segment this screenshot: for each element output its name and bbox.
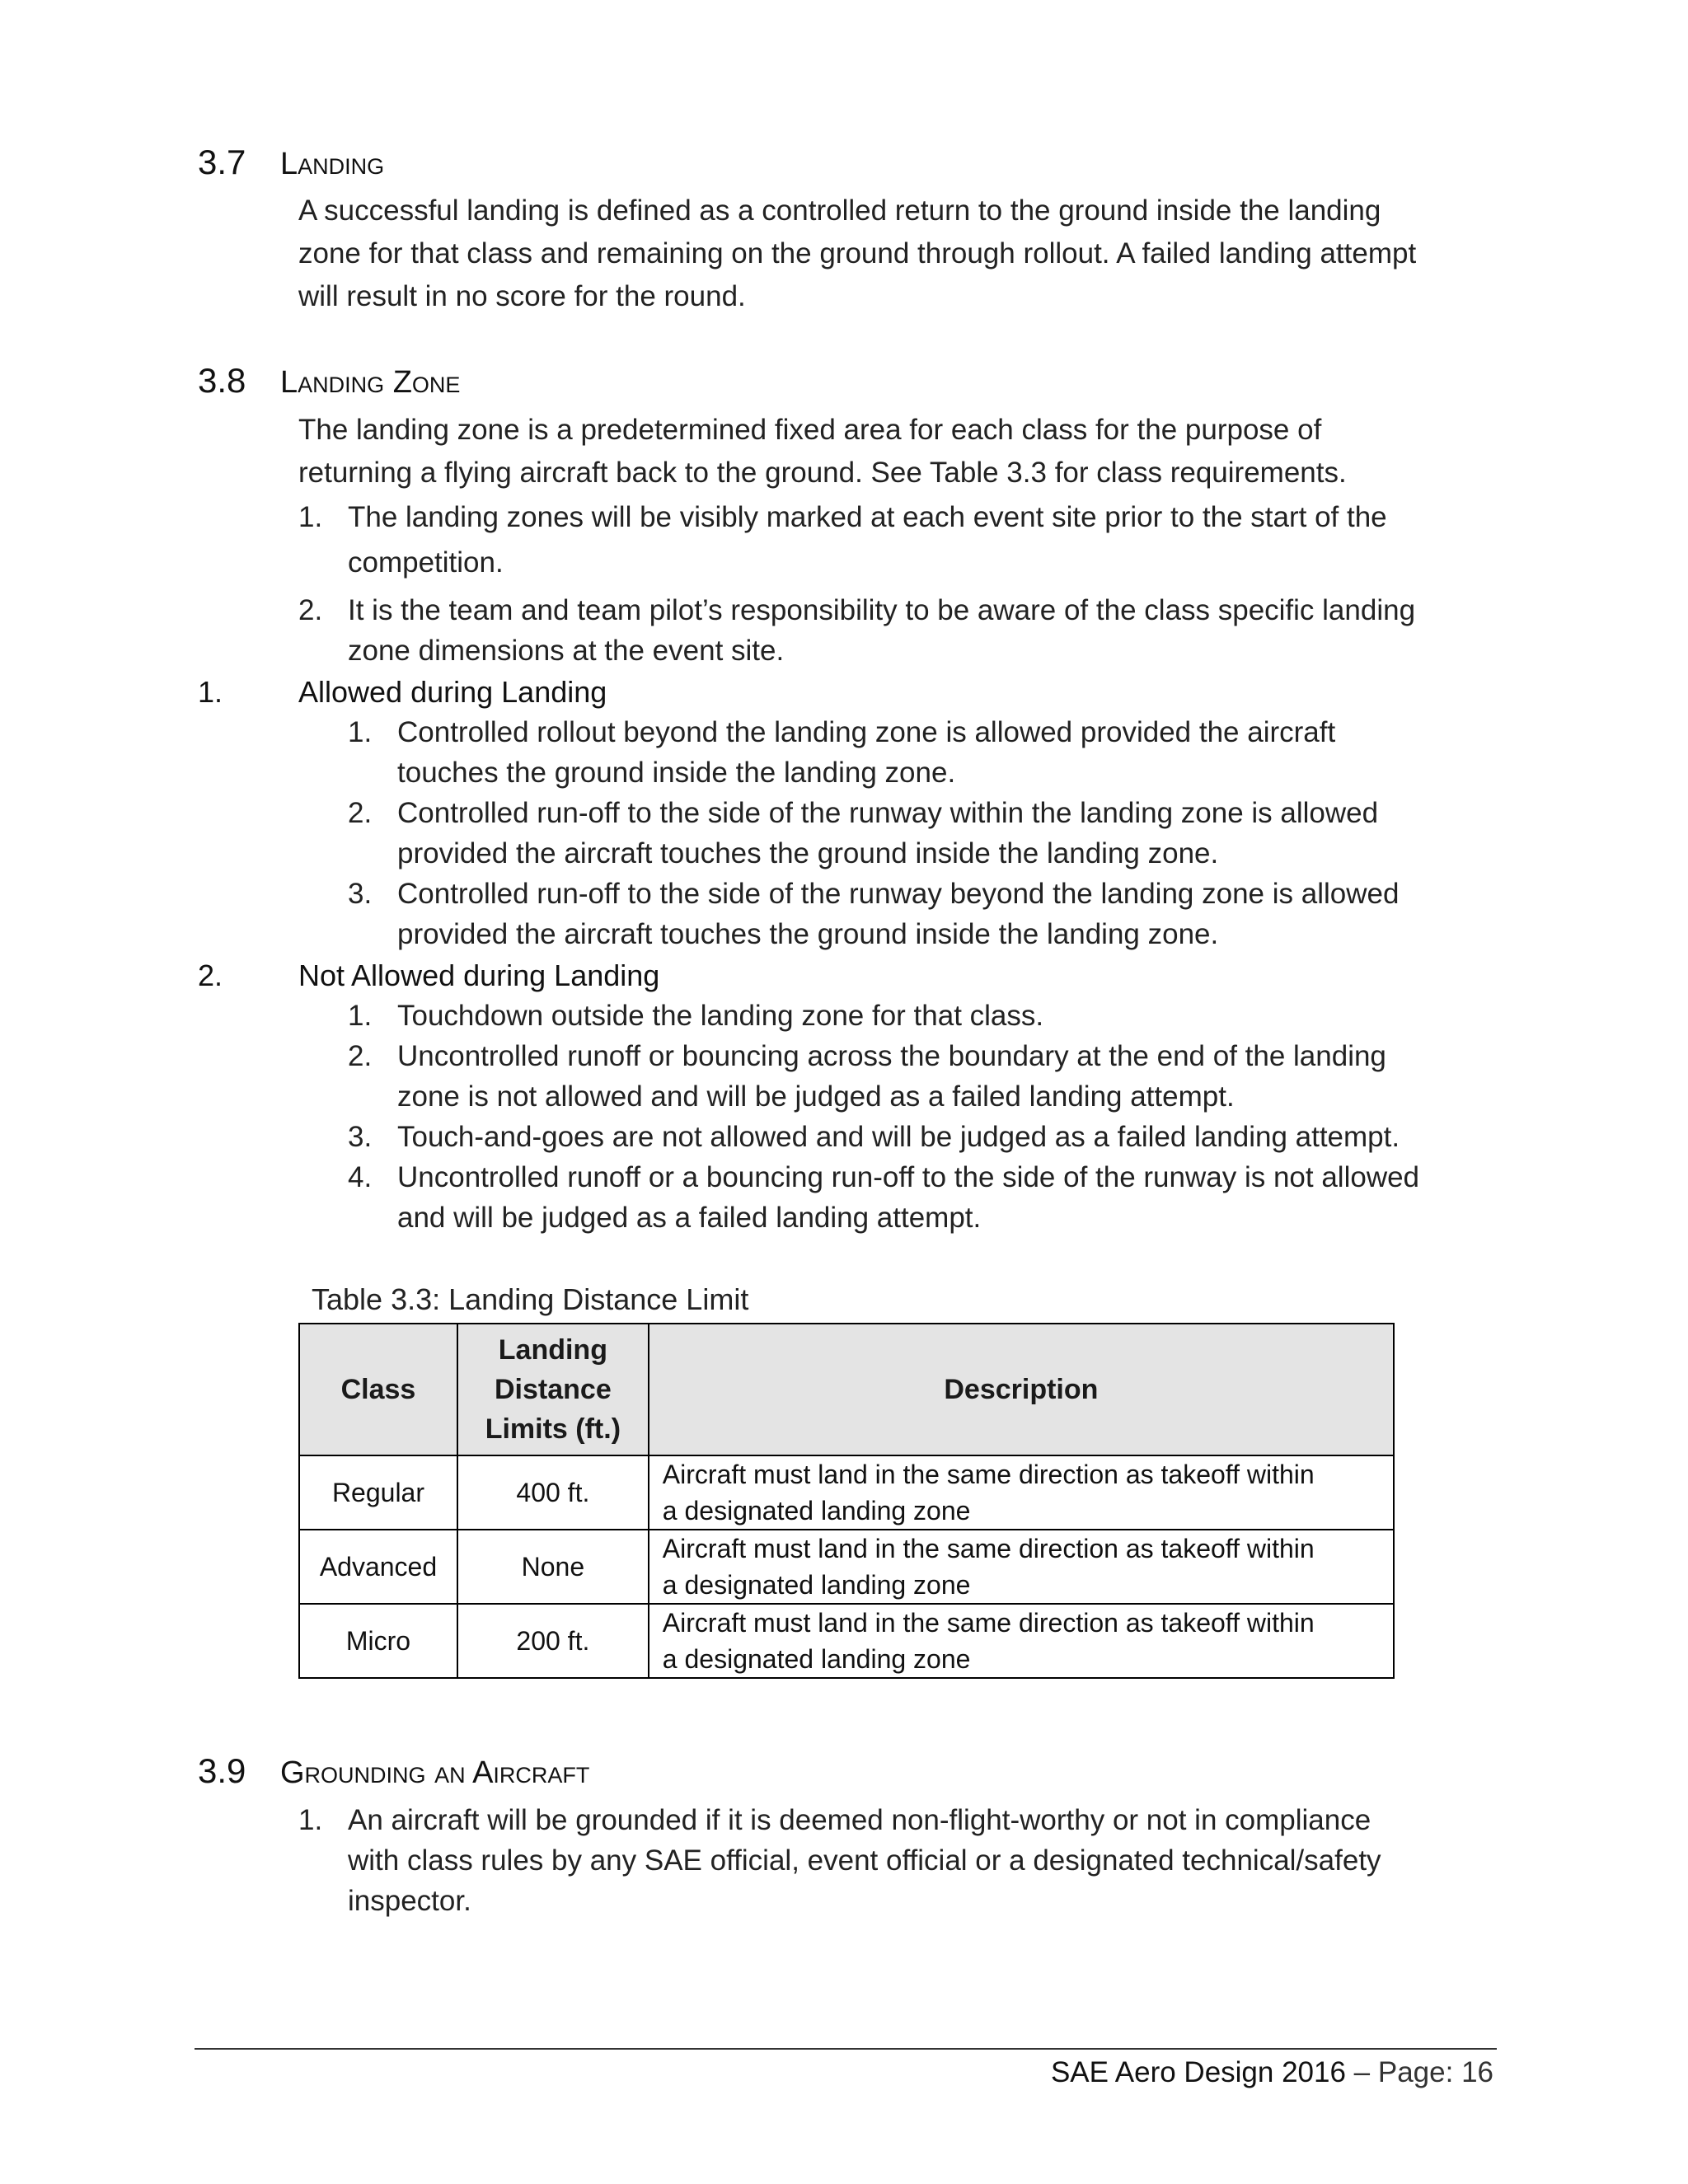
header-class: Class (299, 1324, 457, 1455)
table-row (299, 1530, 1394, 1604)
list-item-line: competition. (348, 546, 504, 579)
header-description: Description (649, 1324, 1394, 1455)
footer-document-title: SAE Aero Design 2016 (1050, 2056, 1346, 2088)
list-item-line: Uncontrolled runoff or bouncing across the boundary at the end of the landing (397, 1040, 1386, 1072)
section-3-7-paragraph (298, 190, 1510, 318)
list-item-line: inspector. (348, 1885, 471, 1917)
list-number: 1. (298, 1804, 323, 1836)
section-heading-3-9 (198, 1750, 589, 1793)
list-item-line: Controlled rollout beyond the landing zone is allowed provided the aircraft (397, 716, 1336, 748)
table-row (299, 1455, 1394, 1530)
table-row (299, 1604, 1394, 1678)
description-line: a designated landing zone (662, 1644, 971, 1674)
list-item-line: provided the aircraft touches the ground inside the landing zone. (397, 918, 1219, 950)
list-number: 1. (348, 716, 373, 748)
list-item-line: zone dimensions at the event site. (348, 635, 785, 667)
cell-limit: None (457, 1530, 649, 1604)
description-line: a designated landing zone (662, 1570, 971, 1600)
cell-limit: 200 ft. (457, 1604, 649, 1678)
list-number: 2. (348, 1040, 373, 1072)
landing-distance-table (298, 1323, 1395, 1679)
cell-description (649, 1455, 1394, 1530)
list-item-line: Uncontrolled runoff or a bouncing run-off to the side of the runway is not allowed (397, 1161, 1420, 1193)
subheading-title: Not Allowed during Landing (298, 958, 660, 992)
description-line: Aircraft must land in the same direction as takeoff within (662, 1608, 1315, 1638)
cell-limit: 400 ft. (457, 1455, 649, 1530)
paragraph-line: The landing zone is a predetermined fixed area for each class for the purpose of (298, 414, 1322, 446)
list-item-line: Touchdown outside the landing zone for that class. (397, 1000, 1044, 1032)
footer-divider (195, 2048, 1497, 2050)
list-number: 3. (348, 878, 373, 910)
footer-separator: – (1345, 2056, 1378, 2088)
footer-page-number: Page: 16 (1377, 2056, 1493, 2088)
list-item-line: and will be judged as a failed landing attempt. (397, 1202, 982, 1234)
paragraph-line: returning a flying aircraft back to the ground. See Table 3.3 for class requirements. (298, 457, 1347, 489)
list-number: 1. (348, 1000, 373, 1032)
section-heading-3-8 (198, 360, 460, 403)
header-line: Distance (495, 1374, 612, 1405)
cell-description (649, 1604, 1394, 1678)
cell-class: Regular (299, 1455, 457, 1530)
cell-class: Advanced (299, 1530, 457, 1604)
section-number: 3.7 (198, 143, 246, 181)
list-number: 2. (298, 594, 323, 626)
description-line: a designated landing zone (662, 1496, 971, 1526)
list-item-line: An aircraft will be grounded if it is deemed non-flight-worthy or not in compliance (348, 1804, 1372, 1836)
list-number: 2. (348, 797, 373, 829)
section-title: Landing (280, 147, 385, 181)
paragraph-line: zone for that class and remaining on the ground through rollout. A failed landing attempt (298, 237, 1417, 269)
list-item-line: Touch-and-goes are not allowed and will be judged as a failed landing attempt. (397, 1121, 1400, 1153)
paragraph-line: A successful landing is defined as a controlled return to the ground inside the landing (298, 194, 1381, 227)
table-caption: Table 3.3: Landing Distance Limit (312, 1282, 749, 1316)
section-3-8-paragraph (298, 409, 1510, 494)
list-item-line: zone is not allowed and will be judged as a failed landing attempt. (397, 1080, 1235, 1113)
subheading-title: Allowed during Landing (298, 675, 607, 709)
header-line: Landing (498, 1334, 607, 1366)
description-line: Aircraft must land in the same direction as takeoff within (662, 1534, 1315, 1563)
table-header-row (299, 1324, 1394, 1455)
section-number: 3.9 (198, 1751, 246, 1790)
list-item-line: provided the aircraft touches the ground inside the landing zone. (397, 837, 1219, 869)
section-title: Landing Zone (280, 365, 461, 400)
list-item-line: touches the ground inside the landing zone. (397, 757, 956, 789)
header-line: Limits (ft.) (485, 1413, 621, 1445)
list-item-line: with class rules by any SAE official, event official or a designated technical/safety (348, 1844, 1381, 1877)
cell-description (649, 1530, 1394, 1604)
section-title: Grounding an Aircraft (280, 1755, 590, 1790)
header-distance-limits (457, 1324, 649, 1455)
list-item-line: Controlled run-off to the side of the runway beyond the landing zone is allowed (397, 878, 1400, 910)
description-line: Aircraft must land in the same direction as takeoff within (662, 1460, 1315, 1489)
section-heading-3-7 (198, 142, 384, 185)
section-number: 3.8 (198, 361, 246, 400)
page-footer (1051, 2052, 1493, 2093)
subheading-number: 1. (198, 675, 223, 709)
list-item-line: The landing zones will be visibly marked at each event site prior to the start of the (348, 501, 1387, 533)
list-number: 1. (298, 501, 323, 533)
list-item-line: It is the team and team pilot’s responsibility to be aware of the class specific landing (348, 594, 1416, 626)
list-number: 4. (348, 1161, 373, 1193)
subheading-number: 2. (198, 958, 223, 992)
cell-class: Micro (299, 1604, 457, 1678)
list-number: 3. (348, 1121, 373, 1153)
list-item-line: Controlled run-off to the side of the runway within the landing zone is allowed (397, 797, 1379, 829)
paragraph-line: will result in no score for the round. (298, 280, 746, 312)
